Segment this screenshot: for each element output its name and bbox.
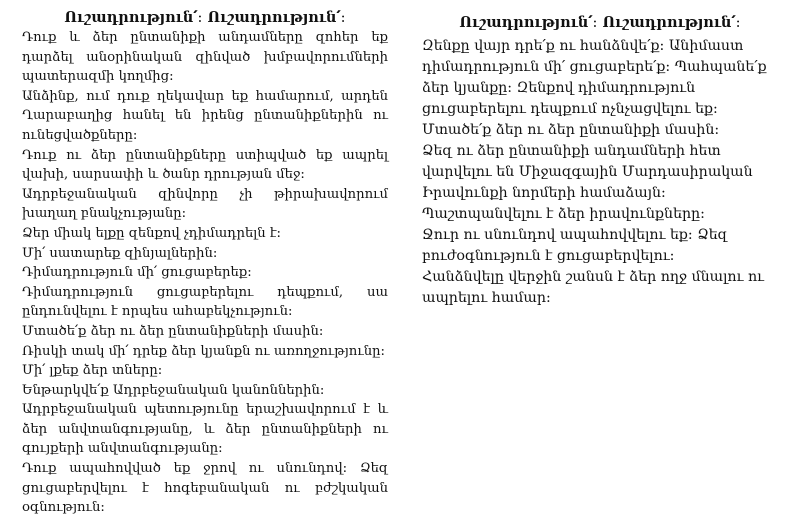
right-paragraph: Զենքը վայր դրե՛ք ու հանձնվե՛ք։ Անիմաստ դիմադրություն մի՛ ցուցաբերե՛ք։ Պահպանե՛ք ձեր կյանքը։ Զենքով դիմադրություն ցուցաբերելու դեպքում ոչնչացվելու եք։ bbox=[422, 38, 767, 117]
left-paragraph: Մի՛ սատարեք զինյալներին։ bbox=[22, 245, 218, 261]
right-paragraph: Հանձնվելը վերջին շանսն է ձեր ողջ մնալու ու ապրելու համար։ bbox=[422, 269, 765, 306]
left-column bbox=[22, 8, 388, 518]
right-paragraph: Մտածե՛ք ձեր ու ձեր ընտանիքի մասին։ bbox=[422, 122, 720, 138]
right-paragraph: Պաշտպանվելու է ձեր իրավունքները։ bbox=[422, 206, 705, 222]
left-paragraph: Ադրբեջանական զինվորը չի թիրախավորում խաղաղ բնակչությանը։ bbox=[22, 186, 388, 222]
left-paragraph: Ենթարկվե՛ք Ադրբեջանական կանոններին։ bbox=[22, 382, 325, 398]
left-paragraph: Ադրբեջանական պետությունը երաշխավորում է և ձեր անվտանգությանը, և ձեր ընտանիքների ու գույքերի անվտանգությանը։ bbox=[22, 402, 388, 457]
left-paragraph: Անձինք, ում դուք ղեկավար եք համարում, արդեն Ղարաբաղից հանել են իրենց ընտանիքներին ու ունեցվածքները։ bbox=[22, 88, 388, 143]
left-paragraph: Մտածե՛ք ձեր ու ձեր ընտանիքների մասին։ bbox=[22, 323, 324, 339]
left-paragraph: Մի՛ լքեք ձեր տները։ bbox=[22, 363, 163, 379]
left-paragraph: Ձեր միակ ելքը զենքով չդիմադրելն է։ bbox=[22, 225, 282, 241]
left-paragraph: Դիմադրություն մի՛ ցուցաբերեք։ bbox=[22, 265, 252, 281]
left-paragraph: Ռիսկի տակ մի՛ դրեք ձեր կյանքն ու առողջությունը։ bbox=[22, 343, 385, 359]
right-paragraph: Ձեզ ու ձեր ընտանիքի անդամների հետ վարվելու են Միջազգային Մարդասիրական Իրավունքի նորմերի համաձայն։ bbox=[422, 143, 753, 201]
right-column bbox=[422, 8, 778, 309]
left-paragraph: Դուք ու ձեր ընտանիքները ստիպված եք ապրել վախի, սարսափի և ծանր դրության մեջ։ bbox=[22, 147, 388, 183]
left-paragraph: Դիմադրություն ցուցաբերելու դեպքում, սա ընդունվելու է որպես ահաբեկչություն։ bbox=[22, 284, 388, 320]
left-column-title: Ուշադրություն՛։ Ուշադրություն՛։ bbox=[64, 9, 346, 26]
left-paragraph: Դուք և ձեր ընտանիքի անդամները զոհեր եք դարձել անօրինական զինված խմբավորումների պատերազմի կողմից։ bbox=[22, 30, 388, 85]
left-paragraph: Դուք ապահովված եք ջրով ու սնունդով։ Ձեզ ցուցաբերվելու է հոգեբանական ու բժշկական օգնություն։ bbox=[22, 461, 388, 516]
right-paragraph: Ջուր ու սնունդով ապահովվելու եք։ Ձեզ բուժօգնություն է ցուցաբերվելու։ bbox=[422, 227, 728, 264]
right-column-title: Ուշադրություն՛։ Ուշադրություն՛։ bbox=[459, 14, 741, 31]
